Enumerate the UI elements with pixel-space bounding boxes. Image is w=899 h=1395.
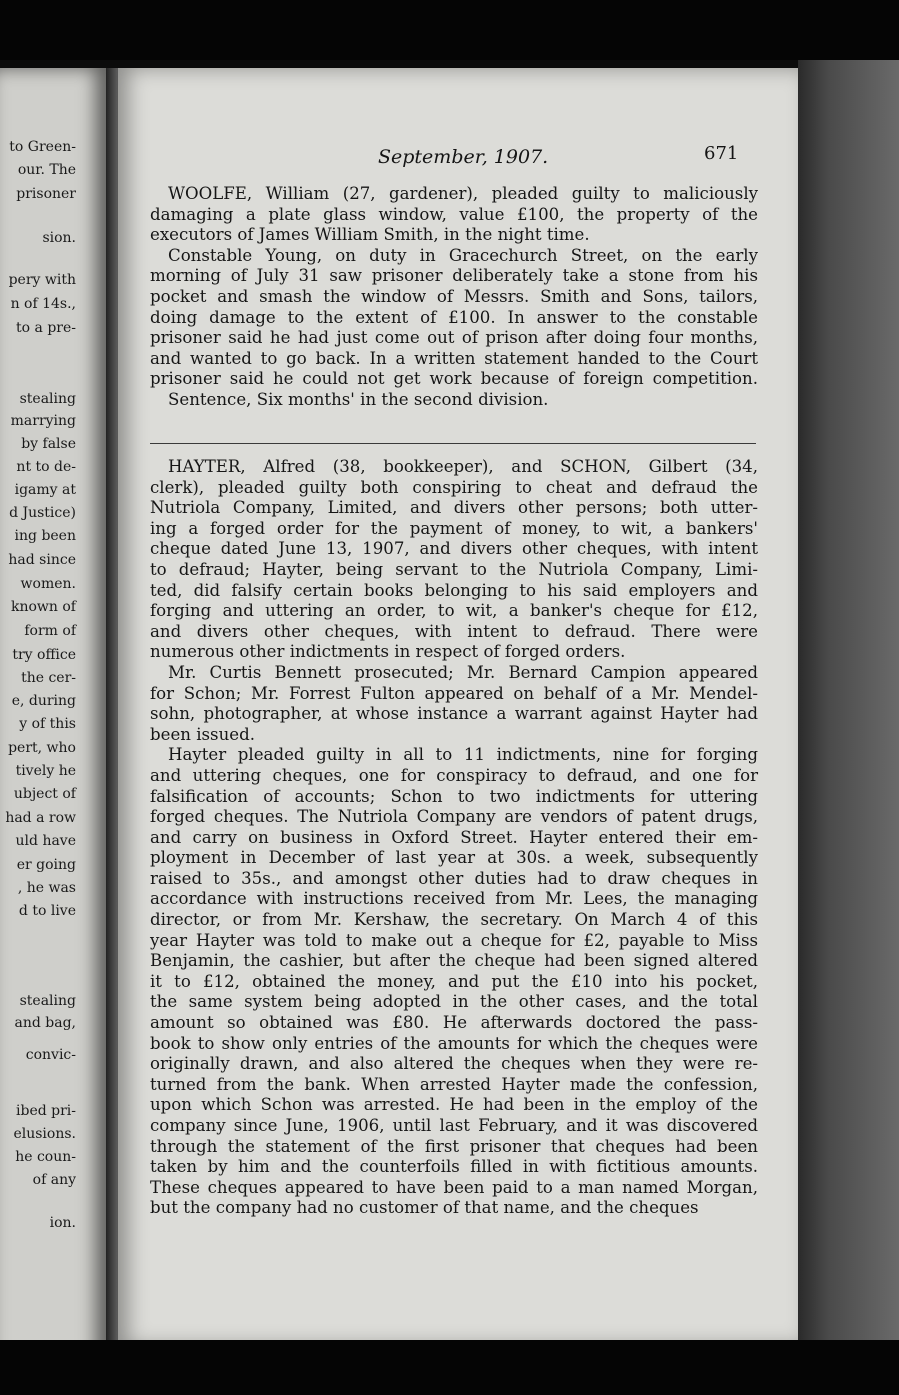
body-text-line: raised to 35s., and amongst other duties had to draw cheques in bbox=[150, 868, 758, 888]
left-page-fragment: had a row bbox=[5, 810, 76, 826]
left-page-fragment: , he was bbox=[17, 880, 76, 896]
left-page-fragment: stealing bbox=[19, 391, 76, 407]
body-text-line: it to £12, obtained the money, and put the £10 into his pocket, bbox=[150, 971, 758, 991]
body-text-line: accordance with instructions received from Mr. Lees, the managing bbox=[150, 889, 758, 909]
body-text-line: Benjamin, the cashier, but after the cheque had been signed altered bbox=[150, 951, 758, 971]
body-text-line: forging and uttering an order, to wit, a banker's cheque for £12, bbox=[150, 601, 758, 621]
body-text-line: and carry on business in Oxford Street. Hayter entered their em- bbox=[150, 827, 758, 847]
body-text-line: ployment in December of last year at 30s. a week, subsequently bbox=[150, 848, 758, 868]
left-page-fragment: to Green- bbox=[9, 139, 76, 155]
left-page-fragment: d to live bbox=[18, 903, 76, 919]
body-text-line: morning of July 31 saw prisoner deliberately take a stone from his bbox=[150, 266, 758, 286]
left-page-fragment: the cer- bbox=[21, 670, 76, 686]
body-text-line: turned from the bank. When arrested Hayter made the confession, bbox=[150, 1074, 758, 1094]
left-page-fragment: y of this bbox=[19, 716, 76, 732]
left-page-fragment: nt to de- bbox=[16, 459, 76, 475]
body-text-line: to defraud; Hayter, being servant to the Nutriola Company, Limi- bbox=[150, 559, 758, 579]
case-separator-rule bbox=[150, 443, 756, 444]
left-page-fragment: uld have bbox=[15, 833, 76, 849]
body-text-line: damaging a plate glass window, value £100, the property of the bbox=[150, 204, 758, 224]
body-text-line: taken by him and the counterfoils filled in with fictitious amounts. bbox=[150, 1157, 758, 1177]
left-page-fragment: tively he bbox=[15, 763, 76, 779]
body-text-line: but the company had no customer of that name, and the cheques bbox=[150, 1198, 699, 1218]
left-page-fragment: by false bbox=[21, 436, 76, 452]
left-page-fragment: try office bbox=[12, 647, 76, 663]
left-page-fragment: ubject of bbox=[13, 786, 76, 802]
body-text-line: These cheques appeared to have been paid to a man named Morgan, bbox=[150, 1177, 758, 1197]
body-text-line: doing damage to the extent of £100. In answer to the constable bbox=[150, 307, 758, 327]
scan-bottom-shadow bbox=[0, 1340, 899, 1395]
body-text-line: year Hayter was told to make out a cheque for £2, payable to Miss bbox=[150, 930, 758, 950]
body-text-line: for Schon; Mr. Forrest Fulton appeared on behalf of a Mr. Mendel- bbox=[150, 683, 758, 703]
body-text-line: forged cheques. The Nutriola Company are vendors of patent drugs, bbox=[150, 807, 758, 827]
left-page-edge bbox=[0, 68, 106, 1368]
left-page-fragment: ion. bbox=[49, 1215, 76, 1231]
left-page-fragment: pert, who bbox=[8, 740, 76, 756]
left-page-fragment: women. bbox=[20, 576, 76, 592]
body-text-line: ing a forged order for the payment of money, to wit, a bankers' bbox=[150, 518, 758, 538]
body-text-line: and uttering cheques, one for conspiracy to defraud, and one for bbox=[150, 765, 758, 785]
body-text-line: Mr. Curtis Bennett prosecuted; Mr. Bernard Campion appeared bbox=[168, 662, 758, 682]
body-text-line: pocket and smash the window of Messrs. Smith and Sons, tailors, bbox=[150, 286, 758, 306]
body-text-line: company since June, 1906, until last February, and it was discovered bbox=[150, 1116, 758, 1135]
right-page-edge bbox=[798, 60, 899, 1350]
left-page-fragment: ing been bbox=[14, 528, 76, 544]
body-text-line: executors of James William Smith, in the night time. bbox=[150, 225, 590, 245]
left-page-fragment: to a pre- bbox=[16, 320, 76, 336]
body-text-line: and wanted to go back. In a written statement handed to the Court bbox=[150, 348, 758, 368]
body-text-line: clerk), pleaded guilty both conspiring to cheat and defraud the bbox=[150, 477, 758, 497]
left-page-fragment: had since bbox=[8, 552, 76, 568]
body-text-line: falsification of accounts; Schon to two indictments for uttering bbox=[150, 786, 758, 806]
body-text-line: Sentence, Six months' in the second division. bbox=[168, 389, 549, 409]
body-text-line: cheque dated June 13, 1907, and divers other cheques, with intent bbox=[150, 539, 758, 559]
left-page-fragment: sion. bbox=[42, 230, 76, 246]
body-text-line: Constable Young, on duty in Gracechurch Street, on the early bbox=[168, 245, 758, 265]
body-text-line: Nutriola Company, Limited, and divers other persons; both utter- bbox=[150, 498, 758, 518]
left-page-fragment: n of 14s., bbox=[10, 296, 76, 312]
left-page-fragment: form of bbox=[24, 623, 76, 639]
left-page-fragment: our. The bbox=[17, 162, 76, 178]
left-page-fragment: prisoner bbox=[16, 186, 76, 202]
body-text-line: ted, did falsify certain books belonging to his said employers and bbox=[150, 580, 758, 600]
body-text-line: prisoner said he could not get work because of foreign competition. bbox=[150, 369, 758, 389]
body-text-line: sohn, photographer, at whose instance a warrant against Hayter had bbox=[150, 704, 758, 724]
body-text-line: numerous other indictments in respect of forged orders. bbox=[150, 642, 626, 662]
left-page-fragment: d Justice) bbox=[9, 505, 76, 521]
left-page-fragment: elusions. bbox=[13, 1126, 76, 1142]
left-page-fragment: e, during bbox=[11, 693, 76, 709]
case-hayter-schon bbox=[150, 457, 758, 1219]
left-page-fragment: ibed pri- bbox=[16, 1103, 76, 1119]
case-heading-line: WOOLFE, William (27, gardener), pleaded guilty to maliciously bbox=[168, 184, 758, 203]
body-text-line: and divers other cheques, with intent to defraud. There were bbox=[150, 621, 758, 641]
body-text-line: book to show only entries of the amounts for which the cheques were bbox=[150, 1033, 758, 1053]
body-text-line: Hayter pleaded guilty in all to 11 indictments, nine for forging bbox=[168, 745, 758, 765]
left-page-fragment: igamy at bbox=[14, 482, 76, 498]
body-text-line: the same system being adopted in the other cases, and the total bbox=[150, 992, 758, 1012]
page-number: 671 bbox=[704, 143, 739, 164]
body-text-line: upon which Schon was arrested. He had been in the employ of the bbox=[150, 1095, 758, 1115]
left-page-fragment: of any bbox=[32, 1172, 76, 1188]
left-page-fragment: known of bbox=[11, 599, 76, 615]
running-head: September, 1907. bbox=[378, 146, 549, 168]
left-page-fragment: stealing bbox=[19, 993, 76, 1009]
left-page-fragment: er going bbox=[16, 857, 76, 873]
case-woolfe bbox=[150, 184, 758, 411]
body-text-line: prisoner said he had just come out of prison after doing four months, bbox=[150, 328, 758, 348]
left-page-fragment: marrying bbox=[10, 413, 76, 429]
body-text-line: director, or from Mr. Kershaw, the secretary. On March 4 of this bbox=[150, 910, 758, 930]
body-text-line: through the statement of the first prisoner that cheques had been bbox=[150, 1136, 758, 1156]
left-page-fragment: and bag, bbox=[14, 1015, 76, 1031]
body-text-line: been issued. bbox=[150, 724, 255, 744]
body-text-line: amount so obtained was £80. He afterwards doctored the pass- bbox=[150, 1013, 758, 1033]
body-text-line: originally drawn, and also altered the cheques when they were re- bbox=[150, 1054, 758, 1074]
left-page-fragment: convic- bbox=[25, 1047, 76, 1063]
left-page-fragment: pery with bbox=[8, 272, 76, 288]
case-heading-line: HAYTER, Alfred (38, bookkeeper), and SCHON, Gilbert (34, bbox=[168, 457, 758, 476]
scan-top-shadow bbox=[0, 0, 899, 60]
left-page-fragment: he coun- bbox=[15, 1149, 76, 1165]
